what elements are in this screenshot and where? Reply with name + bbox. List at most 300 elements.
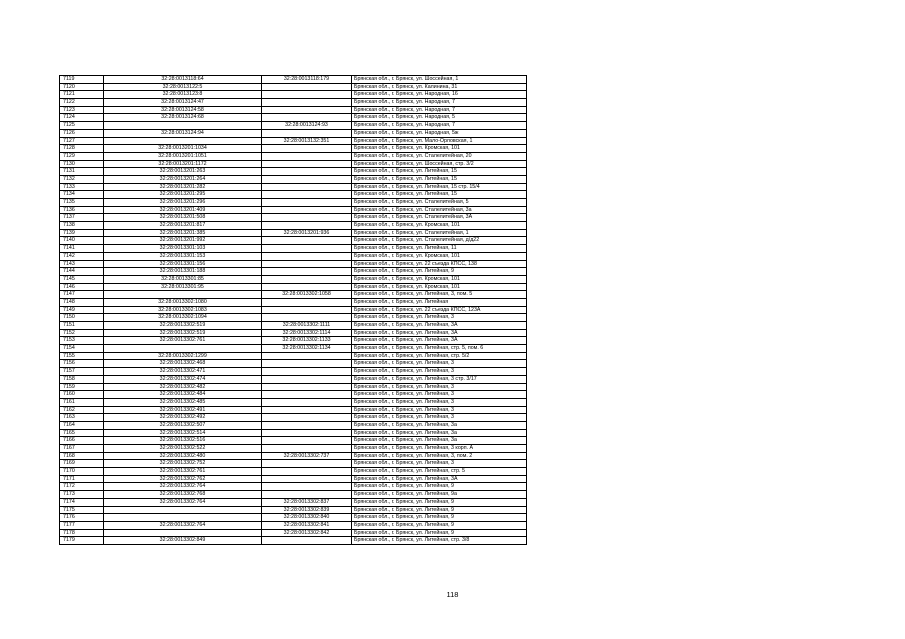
building-cadastral-number-cell	[262, 175, 352, 183]
address-cell: Брянская обл., г. Брянск, ул. Литейная, стр. 3/8	[352, 537, 527, 545]
row-number-cell: 7166	[60, 437, 104, 445]
row-number-cell: 7175	[60, 506, 104, 514]
cadastral-table	[59, 75, 527, 545]
address-cell: Брянская обл., г. Брянск, ул. Литейная, 3	[352, 414, 527, 422]
address-cell: Брянская обл., г. Брянск, ул. Народная, 5	[352, 114, 527, 122]
cadastral-number-cell: 32:28:0013201:385	[104, 229, 262, 237]
address-cell: Брянская обл., г. Брянск, ул. Литейная, стр. 5, пом. 6	[352, 345, 527, 353]
address-cell: Брянская обл., г. Брянск, ул. Литейная, 9	[352, 498, 527, 506]
building-cadastral-number-cell	[262, 429, 352, 437]
table-row	[60, 152, 527, 160]
table-row	[60, 421, 527, 429]
cadastral-number-cell: 32:28:0013302:480	[104, 452, 262, 460]
cadastral-number-cell: 32:28:0013302:468	[104, 360, 262, 368]
row-number-cell: 7122	[60, 99, 104, 107]
table-row	[60, 237, 527, 245]
table-row	[60, 252, 527, 260]
building-cadastral-number-cell	[262, 237, 352, 245]
row-number-cell: 7123	[60, 106, 104, 114]
table-row	[60, 183, 527, 191]
row-number-cell: 7144	[60, 268, 104, 276]
address-cell: Брянская обл., г. Брянск, ул. Литейная, 3А	[352, 337, 527, 345]
address-cell: Брянская обл., г. Брянск, ул. Литейная, 3	[352, 368, 527, 376]
table-row	[60, 122, 527, 130]
table-row	[60, 498, 527, 506]
row-number-cell: 7149	[60, 306, 104, 314]
cadastral-number-cell	[104, 514, 262, 522]
cadastral-number-cell	[104, 506, 262, 514]
address-cell: Брянская обл., г. Брянск, ул. Кромская, 101	[352, 145, 527, 153]
building-cadastral-number-cell: 32:28:0013201:936	[262, 229, 352, 237]
building-cadastral-number-cell: 32:28:0013302:839	[262, 506, 352, 514]
building-cadastral-number-cell	[262, 445, 352, 453]
address-cell: Брянская обл., г. Брянск, ул. Литейная, 3	[352, 460, 527, 468]
table-row	[60, 298, 527, 306]
building-cadastral-number-cell	[262, 275, 352, 283]
building-cadastral-number-cell	[262, 360, 352, 368]
row-number-cell: 7145	[60, 275, 104, 283]
cadastral-number-cell: 32:28:0013302:1299	[104, 352, 262, 360]
building-cadastral-number-cell	[262, 306, 352, 314]
cadastral-number-cell: 32:28:0013302:764	[104, 498, 262, 506]
row-number-cell: 7124	[60, 114, 104, 122]
address-cell: Брянская обл., г. Брянск, ул. Литейная, 3А	[352, 475, 527, 483]
building-cadastral-number-cell: 32:28:0013132:351	[262, 137, 352, 145]
building-cadastral-number-cell	[262, 391, 352, 399]
address-cell: Брянская обл., г. Брянск, ул. Литейная, 3	[352, 406, 527, 414]
building-cadastral-number-cell	[262, 214, 352, 222]
address-cell: Брянская обл., г. Брянск, ул. Сталелитейная, 5	[352, 199, 527, 207]
cadastral-number-cell: 32:28:0013301:188	[104, 268, 262, 276]
address-cell: Брянская обл., г. Брянск, ул. Литейная, стр. 5	[352, 468, 527, 476]
address-cell: Брянская обл., г. Брянск, ул. Литейная, 15 стр. 15/4	[352, 183, 527, 191]
address-cell: Брянская обл., г. Брянск, ул. Литейная, 15	[352, 175, 527, 183]
cadastral-number-cell: 32:28:0013302:1094	[104, 314, 262, 322]
table-row	[60, 391, 527, 399]
cadastral-number-cell: 32:28:0013201:508	[104, 214, 262, 222]
address-cell: Брянская обл., г. Брянск, ул. Сталелитейная, 20	[352, 152, 527, 160]
table-row	[60, 91, 527, 99]
address-cell: Брянская обл., г. Брянск, ул. Литейная, 3	[352, 360, 527, 368]
address-cell: Брянская обл., г. Брянск, ул. Народная, 5ж	[352, 129, 527, 137]
row-number-cell: 7129	[60, 152, 104, 160]
address-cell: Брянская обл., г. Брянск, ул. Литейная, 3, пом. 2	[352, 452, 527, 460]
building-cadastral-number-cell	[262, 491, 352, 499]
table-row	[60, 99, 527, 107]
building-cadastral-number-cell	[262, 91, 352, 99]
address-cell: Брянская обл., г. Брянск, ул. Литейная, 9	[352, 268, 527, 276]
address-cell: Брянская обл., г. Брянск, ул. Мало-Орловская, 1	[352, 137, 527, 145]
address-cell: Брянская обл., г. Брянск, ул. Народная, 7	[352, 106, 527, 114]
address-cell: Брянская обл., г. Брянск, ул. Литейная, 3а	[352, 421, 527, 429]
row-number-cell: 7134	[60, 191, 104, 199]
row-number-cell: 7139	[60, 229, 104, 237]
cadastral-number-cell	[104, 529, 262, 537]
table-row	[60, 106, 527, 114]
row-number-cell: 7135	[60, 199, 104, 207]
cadastral-number-cell: 32:28:0013302:474	[104, 375, 262, 383]
row-number-cell: 7172	[60, 483, 104, 491]
address-cell: Брянская обл., г. Брянск, ул. Литейная, 3	[352, 391, 527, 399]
building-cadastral-number-cell	[262, 468, 352, 476]
row-number-cell: 7169	[60, 460, 104, 468]
row-number-cell: 7143	[60, 260, 104, 268]
cadastral-number-cell: 32:28:0013302:1080	[104, 298, 262, 306]
building-cadastral-number-cell: 32:28:0013302:1114	[262, 329, 352, 337]
table-row	[60, 529, 527, 537]
building-cadastral-number-cell: 32:28:0013302:841	[262, 521, 352, 529]
cadastral-number-cell: 32:28:0013302:768	[104, 491, 262, 499]
building-cadastral-number-cell	[262, 260, 352, 268]
building-cadastral-number-cell	[262, 222, 352, 230]
cadastral-number-cell: 32:28:0013201:295	[104, 191, 262, 199]
address-cell: Брянская обл., г. Брянск, ул. Литейная, 3 стр. 3/17	[352, 375, 527, 383]
table-row	[60, 475, 527, 483]
table-row	[60, 260, 527, 268]
cadastral-number-cell: 32:28:0013301:95	[104, 283, 262, 291]
building-cadastral-number-cell	[262, 406, 352, 414]
table-row	[60, 268, 527, 276]
row-number-cell: 7174	[60, 498, 104, 506]
row-number-cell: 7140	[60, 237, 104, 245]
address-cell: Брянская обл., г. Брянск, ул. Литейная, 9	[352, 506, 527, 514]
address-cell: Брянская обл., г. Брянск, ул. Литейная, стр. 5/2	[352, 352, 527, 360]
table-row	[60, 452, 527, 460]
building-cadastral-number-cell	[262, 114, 352, 122]
address-cell: Брянская обл., г. Брянск, ул. Литейная, 3	[352, 383, 527, 391]
table-row	[60, 345, 527, 353]
address-cell: Брянская обл., г. Брянск, ул. Шоссейная, стр. 3/2	[352, 160, 527, 168]
cadastral-number-cell: 32:28:0013301:156	[104, 260, 262, 268]
cadastral-number-cell: 32:28:0013302:762	[104, 475, 262, 483]
building-cadastral-number-cell	[262, 414, 352, 422]
cadastral-number-cell: 32:28:0013201:817	[104, 222, 262, 230]
address-cell: Брянская обл., г. Брянск, ул. Литейная, 3а	[352, 429, 527, 437]
table-row	[60, 283, 527, 291]
table-row	[60, 114, 527, 122]
address-cell: Брянская обл., г. Брянск, ул. 22 съезда КПСС, 138	[352, 260, 527, 268]
row-number-cell: 7130	[60, 160, 104, 168]
building-cadastral-number-cell: 32:28:0013118:179	[262, 76, 352, 84]
building-cadastral-number-cell	[262, 83, 352, 91]
building-cadastral-number-cell	[262, 145, 352, 153]
address-cell: Брянская обл., г. Брянск, ул. Литейная, 3 корп. А	[352, 445, 527, 453]
row-number-cell: 7158	[60, 375, 104, 383]
address-cell: Брянская обл., г. Брянск, ул. Кромская, 101	[352, 283, 527, 291]
cadastral-number-cell	[104, 122, 262, 130]
building-cadastral-number-cell	[262, 183, 352, 191]
cadastral-number-cell: 32:28:0013302:507	[104, 421, 262, 429]
cadastral-number-cell: 32:28:0013302:484	[104, 391, 262, 399]
table-row	[60, 160, 527, 168]
row-number-cell: 7119	[60, 76, 104, 84]
row-number-cell: 7120	[60, 83, 104, 91]
row-number-cell: 7163	[60, 414, 104, 422]
cadastral-number-cell: 32:28:0013302:764	[104, 483, 262, 491]
cadastral-number-cell: 32:28:0013302:1083	[104, 306, 262, 314]
table-row	[60, 483, 527, 491]
cadastral-number-cell: 32:28:0013123:8	[104, 91, 262, 99]
building-cadastral-number-cell	[262, 460, 352, 468]
row-number-cell: 7136	[60, 206, 104, 214]
building-cadastral-number-cell: 32:28:0013124:93	[262, 122, 352, 130]
table-row	[60, 460, 527, 468]
building-cadastral-number-cell	[262, 283, 352, 291]
table-row	[60, 214, 527, 222]
table-body	[60, 76, 527, 545]
row-number-cell: 7179	[60, 537, 104, 545]
table-row	[60, 375, 527, 383]
table-row	[60, 368, 527, 376]
table-row	[60, 222, 527, 230]
cadastral-number-cell: 32:28:0013122:5	[104, 83, 262, 91]
building-cadastral-number-cell	[262, 421, 352, 429]
table-row	[60, 406, 527, 414]
cadastral-number-cell: 32:28:0013302:761	[104, 468, 262, 476]
building-cadastral-number-cell	[262, 245, 352, 253]
cadastral-number-cell: 32:28:0013118:64	[104, 76, 262, 84]
table-row	[60, 383, 527, 391]
building-cadastral-number-cell: 32:28:0013302:1111	[262, 322, 352, 330]
address-cell: Брянская обл., г. Брянск, ул. Кромская, 101	[352, 275, 527, 283]
address-cell: Брянская обл., г. Брянск, ул. Литейная, 9	[352, 529, 527, 537]
cadastral-number-cell: 32:28:0013302:522	[104, 445, 262, 453]
row-number-cell: 7159	[60, 383, 104, 391]
address-cell: Брянская обл., г. Брянск, ул. Литейная, 3	[352, 398, 527, 406]
table-row	[60, 206, 527, 214]
row-number-cell: 7125	[60, 122, 104, 130]
table-row	[60, 229, 527, 237]
building-cadastral-number-cell	[262, 252, 352, 260]
cadastral-number-cell	[104, 291, 262, 299]
cadastral-number-cell: 32:28:0013302:482	[104, 383, 262, 391]
address-cell: Брянская обл., г. Брянск, ул. Народная, 7	[352, 122, 527, 130]
row-number-cell: 7141	[60, 245, 104, 253]
row-number-cell: 7133	[60, 183, 104, 191]
row-number-cell: 7148	[60, 298, 104, 306]
building-cadastral-number-cell	[262, 129, 352, 137]
building-cadastral-number-cell	[262, 314, 352, 322]
table-row	[60, 437, 527, 445]
building-cadastral-number-cell	[262, 383, 352, 391]
table-row	[60, 291, 527, 299]
building-cadastral-number-cell	[262, 160, 352, 168]
cadastral-number-cell: 32:28:0013302:516	[104, 437, 262, 445]
row-number-cell: 7150	[60, 314, 104, 322]
table-row	[60, 76, 527, 84]
cadastral-number-cell: 32:28:0013302:761	[104, 337, 262, 345]
address-cell: Брянская обл., г. Брянск, ул. Калинина, 31	[352, 83, 527, 91]
cadastral-number-cell: 32:28:0013302:849	[104, 537, 262, 545]
cadastral-number-cell: 32:28:0013301:85	[104, 275, 262, 283]
table-row	[60, 414, 527, 422]
row-number-cell: 7167	[60, 445, 104, 453]
building-cadastral-number-cell	[262, 298, 352, 306]
table-row	[60, 360, 527, 368]
building-cadastral-number-cell	[262, 152, 352, 160]
cadastral-number-cell: 32:28:0013201:263	[104, 168, 262, 176]
building-cadastral-number-cell	[262, 375, 352, 383]
address-cell: Брянская обл., г. Брянск, ул. Народная, 7	[352, 99, 527, 107]
cadastral-number-cell: 32:28:0013201:264	[104, 175, 262, 183]
row-number-cell: 7138	[60, 222, 104, 230]
address-cell: Брянская обл., г. Брянск, ул. Сталелитейная, 3А	[352, 214, 527, 222]
building-cadastral-number-cell	[262, 199, 352, 207]
table-row	[60, 445, 527, 453]
building-cadastral-number-cell	[262, 352, 352, 360]
building-cadastral-number-cell	[262, 168, 352, 176]
table-row	[60, 145, 527, 153]
row-number-cell: 7127	[60, 137, 104, 145]
cadastral-number-cell: 32:28:0013201:1051	[104, 152, 262, 160]
table-row	[60, 199, 527, 207]
table-row	[60, 314, 527, 322]
table-row	[60, 537, 527, 545]
row-number-cell: 7121	[60, 91, 104, 99]
building-cadastral-number-cell	[262, 268, 352, 276]
building-cadastral-number-cell	[262, 106, 352, 114]
row-number-cell: 7137	[60, 214, 104, 222]
cadastral-number-cell: 32:28:0013201:1034	[104, 145, 262, 153]
row-number-cell: 7161	[60, 398, 104, 406]
address-cell: Брянская обл., г. Брянск, ул. Литейная, 15	[352, 191, 527, 199]
building-cadastral-number-cell	[262, 537, 352, 545]
table-row	[60, 191, 527, 199]
cadastral-number-cell: 32:28:0013302:519	[104, 322, 262, 330]
table-row	[60, 429, 527, 437]
address-cell: Брянская обл., г. Брянск, ул. Кромская, 101	[352, 252, 527, 260]
table-row	[60, 352, 527, 360]
cadastral-number-cell: 32:28:0013124:58	[104, 106, 262, 114]
row-number-cell: 7132	[60, 175, 104, 183]
address-cell: Брянская обл., г. Брянск, ул. Литейная, 3А	[352, 329, 527, 337]
cadastral-number-cell: 32:28:0013301:103	[104, 245, 262, 253]
table-row	[60, 514, 527, 522]
row-number-cell: 7176	[60, 514, 104, 522]
address-cell: Брянская обл., г. Брянск, ул. Шоссейная, 1	[352, 76, 527, 84]
row-number-cell: 7160	[60, 391, 104, 399]
building-cadastral-number-cell	[262, 475, 352, 483]
row-number-cell: 7131	[60, 168, 104, 176]
address-cell: Брянская обл., г. Брянск, ул. Литейная, 9	[352, 483, 527, 491]
table-row	[60, 337, 527, 345]
cadastral-number-cell: 32:28:0013124:94	[104, 129, 262, 137]
building-cadastral-number-cell: 32:28:0013302:840	[262, 514, 352, 522]
row-number-cell: 7146	[60, 283, 104, 291]
cadastral-number-cell: 32:28:0013302:491	[104, 406, 262, 414]
row-number-cell: 7178	[60, 529, 104, 537]
building-cadastral-number-cell	[262, 206, 352, 214]
building-cadastral-number-cell	[262, 437, 352, 445]
building-cadastral-number-cell: 32:28:0013302:1058	[262, 291, 352, 299]
row-number-cell: 7156	[60, 360, 104, 368]
building-cadastral-number-cell: 32:28:0013302:1134	[262, 345, 352, 353]
address-cell: Брянская обл., г. Брянск, ул. Литейная, 3	[352, 314, 527, 322]
address-cell: Брянская обл., г. Брянск, ул. Литейная, 3а	[352, 437, 527, 445]
building-cadastral-number-cell: 32:28:0013302:837	[262, 498, 352, 506]
cadastral-number-cell	[104, 137, 262, 145]
row-number-cell: 7177	[60, 521, 104, 529]
table-row	[60, 506, 527, 514]
address-cell: Брянская обл., г. Брянск, ул. Сталелитейная, 1	[352, 229, 527, 237]
row-number-cell: 7162	[60, 406, 104, 414]
table-row	[60, 468, 527, 476]
row-number-cell: 7154	[60, 345, 104, 353]
table-row	[60, 175, 527, 183]
row-number-cell: 7155	[60, 352, 104, 360]
row-number-cell: 7171	[60, 475, 104, 483]
row-number-cell: 7168	[60, 452, 104, 460]
address-cell: Брянская обл., г. Брянск, ул. Сталелитейная, д/д22	[352, 237, 527, 245]
table-row	[60, 129, 527, 137]
address-cell: Брянская обл., г. Брянск, ул. Литейная, 9	[352, 521, 527, 529]
table-row	[60, 491, 527, 499]
table-row	[60, 275, 527, 283]
row-number-cell: 7157	[60, 368, 104, 376]
row-number-cell: 7142	[60, 252, 104, 260]
building-cadastral-number-cell: 32:28:0013302:842	[262, 529, 352, 537]
table-row	[60, 521, 527, 529]
building-cadastral-number-cell	[262, 483, 352, 491]
building-cadastral-number-cell: 32:28:0013302:737	[262, 452, 352, 460]
row-number-cell: 7147	[60, 291, 104, 299]
building-cadastral-number-cell	[262, 99, 352, 107]
cadastral-number-cell: 32:28:0013201:296	[104, 199, 262, 207]
cadastral-number-cell: 32:28:0013124:68	[104, 114, 262, 122]
page-number: 118	[446, 590, 459, 599]
table-row	[60, 168, 527, 176]
table-row	[60, 137, 527, 145]
address-cell: Брянская обл., г. Брянск, ул. Литейная, 9	[352, 514, 527, 522]
address-cell: Брянская обл., г. Брянск, ул. Народная, 16	[352, 91, 527, 99]
cadastral-number-cell: 32:28:0013124:47	[104, 99, 262, 107]
table-row	[60, 245, 527, 253]
cadastral-number-cell: 32:28:0013302:752	[104, 460, 262, 468]
cadastral-number-cell: 32:28:0013201:992	[104, 237, 262, 245]
cadastral-number-cell: 32:28:0013201:409	[104, 206, 262, 214]
cadastral-number-cell: 32:28:0013201:282	[104, 183, 262, 191]
cadastral-number-cell	[104, 345, 262, 353]
row-number-cell: 7128	[60, 145, 104, 153]
row-number-cell: 7173	[60, 491, 104, 499]
table-row	[60, 398, 527, 406]
row-number-cell: 7165	[60, 429, 104, 437]
row-number-cell: 7153	[60, 337, 104, 345]
cadastral-number-cell: 32:28:0013302:514	[104, 429, 262, 437]
address-cell: Брянская обл., г. Брянск, ул. Литейная, 3, пом. 5	[352, 291, 527, 299]
address-cell: Брянская обл., г. Брянск, ул. Литейная, 3А	[352, 322, 527, 330]
cadastral-number-cell: 32:28:0013302:492	[104, 414, 262, 422]
building-cadastral-number-cell	[262, 368, 352, 376]
table-row	[60, 322, 527, 330]
address-cell: Брянская обл., г. Брянск, ул. Сталелитейная, 3а	[352, 206, 527, 214]
building-cadastral-number-cell: 32:28:0013302:1133	[262, 337, 352, 345]
address-cell: Брянская обл., г. Брянск, ул. 22 съезда КПСС, 123А	[352, 306, 527, 314]
table-row	[60, 306, 527, 314]
building-cadastral-number-cell	[262, 398, 352, 406]
cadastral-number-cell: 32:28:0013302:764	[104, 521, 262, 529]
building-cadastral-number-cell	[262, 191, 352, 199]
address-cell: Брянская обл., г. Брянск, ул. Литейная	[352, 298, 527, 306]
row-number-cell: 7164	[60, 421, 104, 429]
address-cell: Брянская обл., г. Брянск, ул. Кромская, 101	[352, 222, 527, 230]
cadastral-number-cell: 32:28:0013301:153	[104, 252, 262, 260]
row-number-cell: 7151	[60, 322, 104, 330]
row-number-cell: 7126	[60, 129, 104, 137]
cadastral-number-cell: 32:28:0013302:485	[104, 398, 262, 406]
cadastral-number-cell: 32:28:0013302:519	[104, 329, 262, 337]
cadastral-number-cell: 32:28:0013201:1172	[104, 160, 262, 168]
